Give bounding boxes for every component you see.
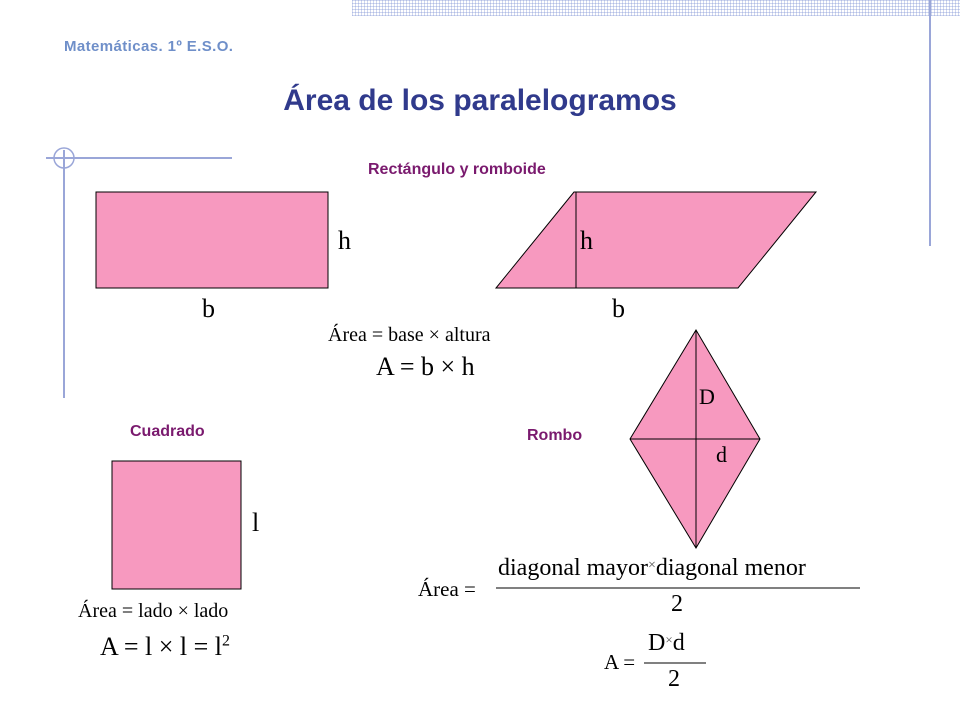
- rhombus-formula-words-lhs: Área =: [418, 577, 476, 601]
- romboid-base-label: b: [612, 294, 625, 323]
- rect-formula-words: Área = base × altura: [328, 324, 491, 346]
- rect-romboid-heading: Rectángulo y romboide: [368, 161, 546, 178]
- page-title: [0, 84, 960, 118]
- rect-formula-symbols: A = b × h: [376, 352, 475, 381]
- square-formula-symbols: [100, 632, 230, 662]
- page-title-text: Área de los paralelogramos: [283, 84, 677, 117]
- rhombus-formula-num-left: diagonal mayor: [498, 555, 648, 581]
- subject-label: Matemáticas. 1º E.S.O.: [64, 38, 234, 55]
- rhombus-formula-sym-lhs: A =: [604, 650, 636, 674]
- rhombus-formula-sym-numerator: [648, 630, 685, 657]
- rhombus-sym-num-left: D: [648, 630, 666, 656]
- rhombus-formula-num-right: diagonal menor: [655, 555, 806, 581]
- rhombus-sym-num-right: d: [672, 630, 685, 656]
- romboid-shape: [496, 192, 816, 288]
- square-heading: Cuadrado: [130, 423, 205, 440]
- rhombus-minor-diagonal-label: d: [716, 442, 727, 467]
- square-side-label: l: [252, 508, 260, 537]
- rhombus-formula-words-denominator: 2: [671, 591, 683, 617]
- square-formula-exponent: 2: [222, 632, 231, 650]
- square-shape: [112, 461, 241, 589]
- rhombus-major-diagonal-label: D: [699, 384, 715, 409]
- rhombus-formula-sym-denominator: 2: [668, 666, 680, 692]
- romboid-height-label: h: [580, 226, 593, 255]
- rect-height-label: h: [338, 226, 351, 255]
- rhombus-formula-times: ×: [647, 558, 656, 573]
- rect-base-label: b: [202, 294, 215, 323]
- rhombus-formula-words-numerator: [498, 555, 806, 582]
- rectangle-shape: [96, 192, 328, 288]
- square-formula-words: Área = lado × lado: [78, 600, 229, 622]
- rhombus-heading: Rombo: [527, 427, 583, 444]
- rhombus-sym-times: ×: [665, 632, 673, 647]
- square-formula-main: A = l × l = l: [100, 632, 223, 661]
